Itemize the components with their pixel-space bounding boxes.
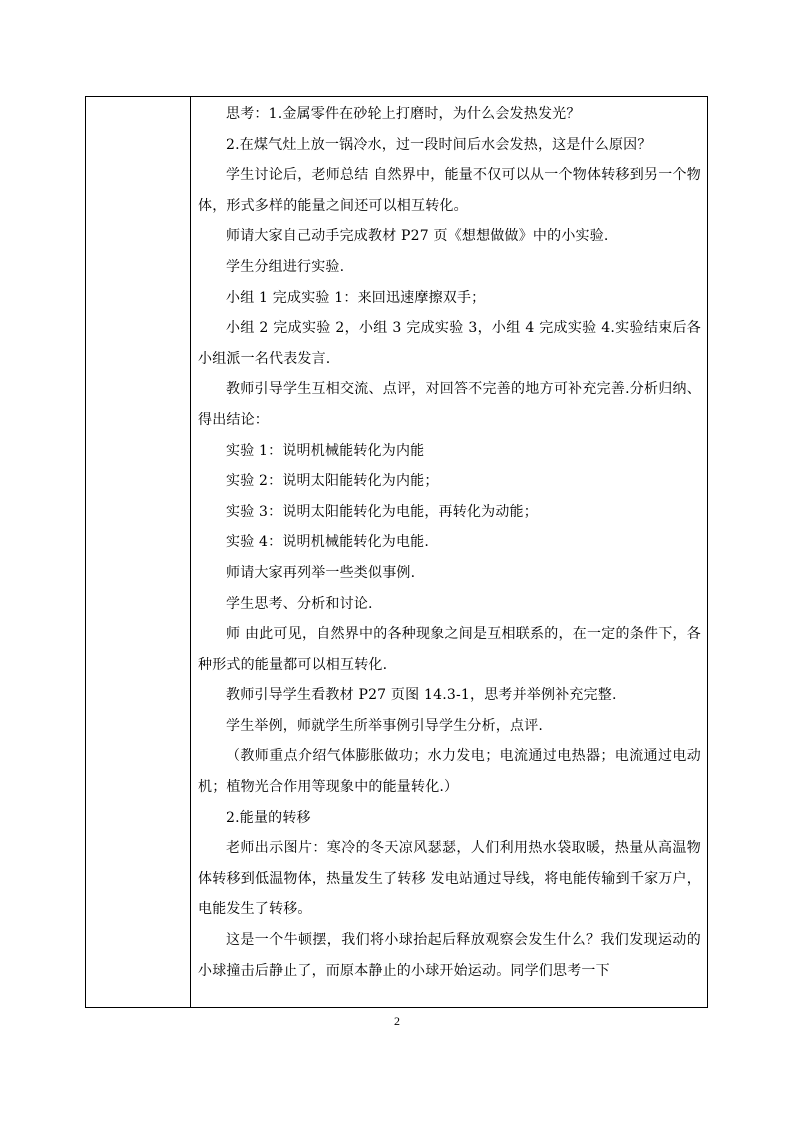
- paragraph: （教师重点介绍气体膨胀做功；水力发电；电流通过电热器；电流通过电动机；植物光合作用等现象中的能量转化.）: [198, 748, 701, 796]
- column-divider: [190, 97, 191, 1007]
- paragraph: 实验 4：说明机械能转化为电能.: [226, 534, 430, 551]
- paragraph: 思考：1.金属零件在砂轮上打磨时，为什么会发热发光？: [226, 106, 581, 122]
- paragraph: 小组 2 完成实验 2，小组 3 完成实验 3，小组 4 完成实验 4.实验结束后各小组派一名代表发言.: [198, 320, 701, 367]
- paragraph: 老师出示图片：寒冷的冬天凉风瑟瑟，人们利用热水袋取暖，热量从高温物体转移到低温物体，热量发生了转移 发电站通过导线，将电能传输到千家万户，电能发生了转移。: [198, 840, 701, 918]
- paragraph: 师 由此可见，自然界中的各种现象之间是互相联系的，在一定的条件下，各种形式的能量都可以相互转化.: [198, 626, 701, 673]
- paragraph: 师请大家自己动手完成教材 P27 页《想想做做》中的小实验.: [226, 228, 609, 245]
- page-number: 2: [394, 1014, 400, 1028]
- paragraph: 2.能量的转移: [226, 809, 311, 826]
- paragraph: 学生举例，师就学生所举事例引导学生分析，点评.: [226, 717, 544, 734]
- paragraph: 2.在煤气灶上放一锅冷水，过一段时间后水会发热，这是什么原因？: [226, 136, 652, 153]
- lesson-content: [198, 99, 701, 986]
- paragraph: 学生思考、分析和讨论.: [226, 595, 373, 612]
- paragraph: 教师引导学生互相交流、点评，对回答不完善的地方可补充完善.分析归纳、得出结论：: [198, 381, 701, 428]
- paragraph: 实验 3：说明太阳能转化为电能，再转化为动能；: [226, 503, 538, 520]
- paragraph: 教师引导学生看教材 P27 页图 14.3-1，思考并举例补充完整.: [226, 687, 617, 704]
- paragraph: 实验 1：说明机械能转化为内能: [226, 442, 425, 459]
- paragraph: 师请大家再列举一些类似事例.: [226, 564, 416, 581]
- lesson-table: [85, 96, 708, 1008]
- paragraph: 实验 2：说明太阳能转化为内能；: [226, 473, 439, 490]
- paragraph: 这是一个牛顿摆，我们将小球抬起后释放观察会发生什么？我们发现运动的小球撞击后静止了，而原本静止的小球开始运动。同学们思考一下: [198, 932, 701, 979]
- paragraph: 学生分组进行实验.: [226, 258, 345, 275]
- paragraph: 学生讨论后，老师总结 自然界中，能量不仅可以从一个物体转移到另一个物体，形式多样的能量之间还可以相互转化。: [198, 167, 701, 214]
- paragraph: 小组 1 完成实验 1：来回迅速摩擦双手；: [226, 289, 486, 306]
